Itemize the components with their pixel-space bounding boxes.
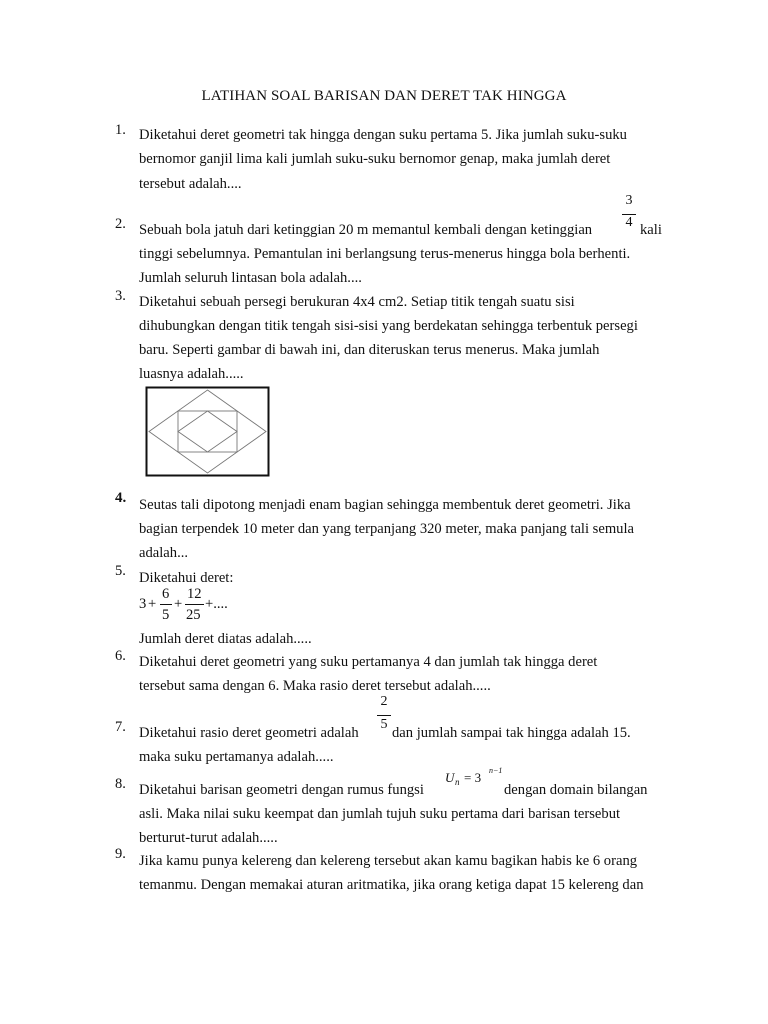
- series-fraction-2-numerator: 12: [187, 586, 202, 602]
- series-first-term: 3: [139, 596, 147, 612]
- question-2-line-3: Jumlah seluruh lintasan bola adalah....: [139, 270, 362, 286]
- question-8-line-1: Diketahui barisan geometri dengan rumus fungsi: [139, 782, 424, 798]
- question-8-line-3: berturut-turut adalah.....: [139, 830, 278, 846]
- question-3-number: 3.: [115, 288, 126, 304]
- question-9-line-2: temanmu. Dengan memakai aturan aritmatika, jika orang ketiga dapat 15 kelereng dan: [139, 877, 644, 893]
- question-3-line-2: dihubungkan dengan titik tengah sisi-sisi yang berdekatan sehingga terbentuk persegi: [139, 318, 638, 334]
- series-fraction-2-denominator: 25: [186, 607, 201, 623]
- question-2-number: 2.: [115, 216, 126, 232]
- formula-subscript: n: [455, 777, 460, 787]
- question-2-fraction-numerator: 3: [625, 193, 633, 208]
- question-7-fraction-numerator: 2: [380, 694, 388, 709]
- question-7-number: 7.: [115, 719, 126, 735]
- question-2-line-1: Sebuah bola jatuh dari ketinggian 20 m memantul kembali dengan ketinggian: [139, 222, 593, 238]
- question-7-line-2: maka suku pertamanya adalah.....: [139, 749, 334, 765]
- question-6-line-2: tersebut sama dengan 6. Maka rasio deret tersebut adalah.....: [139, 678, 491, 694]
- question-3-line-1: Diketahui sebuah persegi berukuran 4x4 cm2. Setiap titik tengah suatu sisi: [139, 294, 575, 310]
- question-4-number: 4.: [115, 490, 127, 506]
- series-tail: +....: [205, 596, 228, 612]
- series-fraction-1-denominator: 5: [162, 607, 170, 623]
- question-6-number: 6.: [115, 648, 126, 664]
- question-7-line-1: Diketahui rasio deret geometri adalah: [139, 725, 359, 741]
- figure-inner-square: [178, 411, 237, 452]
- question-2-line-1-tail: kali: [640, 222, 662, 238]
- question-4-line-2: bagian terpendek 10 meter dan yang terpanjang 320 meter, maka panjang tali semula: [139, 521, 635, 537]
- figure-diamond-outer: [149, 390, 266, 473]
- question-6-line-1: Diketahui deret geometri yang suku pertamanya 4 dan jumlah tak hingga deret: [139, 654, 598, 670]
- question-5-line-2: Jumlah deret diatas adalah.....: [139, 631, 312, 647]
- question-7-line-1-tail: dan jumlah sampai tak hingga adalah 15.: [392, 725, 631, 741]
- page-title: LATIHAN SOAL BARISAN DAN DERET TAK HINGGA: [201, 88, 567, 104]
- question-1-number: 1.: [115, 122, 126, 138]
- question-8-line-1-tail: dengan domain bilangan: [504, 782, 648, 798]
- question-1-line-2: bernomor ganjil lima kali jumlah suku-suku bernomor genap, maka jumlah deret: [139, 151, 611, 167]
- question-8-line-2: asli. Maka nilai suku keempat dan jumlah tujuh suku pertama dari barisan tersebut: [139, 806, 621, 822]
- formula-equals-three: = 3: [464, 770, 482, 785]
- question-8-number: 8.: [115, 776, 126, 792]
- series-fraction-2-bar: [185, 604, 204, 605]
- nested-squares-figure: [145, 386, 271, 478]
- question-5-line-1: Diketahui deret:: [139, 570, 234, 586]
- question-1-line-3: tersebut adalah....: [139, 176, 242, 192]
- question-3-line-4: luasnya adalah.....: [139, 366, 244, 382]
- question-4-line-1: Seutas tali dipotong menjadi enam bagian sehingga membentuk deret geometri. Jika: [139, 497, 631, 513]
- question-9-line-1: Jika kamu punya kelereng dan kelereng tersebut akan kamu bagikan habis ke 6 orang: [139, 853, 638, 869]
- question-9-number: 9.: [115, 846, 126, 862]
- question-2-line-2: tinggi sebelumnya. Pemantulan ini berlangsung terus-menerus hingga bola berhenti.: [139, 246, 631, 262]
- series-plus-1: +: [148, 596, 157, 612]
- question-3-line-3: baru. Seperti gambar di bawah ini, dan diteruskan terus menerus. Maka jumlah: [139, 342, 600, 358]
- series-plus-2: +: [174, 596, 183, 612]
- series-fraction-1-bar: [160, 604, 172, 605]
- question-2-fraction-denominator: 4: [625, 215, 633, 230]
- figure-diamond-inner: [178, 411, 237, 452]
- figure-outer-border: [147, 388, 269, 476]
- question-5-number: 5.: [115, 563, 126, 579]
- series-fraction-1-numerator: 6: [162, 586, 170, 602]
- question-1-line-1: Diketahui deret geometri tak hingga dengan suku pertama 5. Jika jumlah suku-suku: [139, 127, 627, 143]
- question-4-line-3: adalah...: [139, 545, 189, 561]
- question-7-fraction-bar: [377, 715, 391, 716]
- formula-u: U: [445, 770, 455, 785]
- formula-exponent: n−1: [489, 766, 503, 775]
- question-7-fraction-denominator: 5: [380, 717, 388, 732]
